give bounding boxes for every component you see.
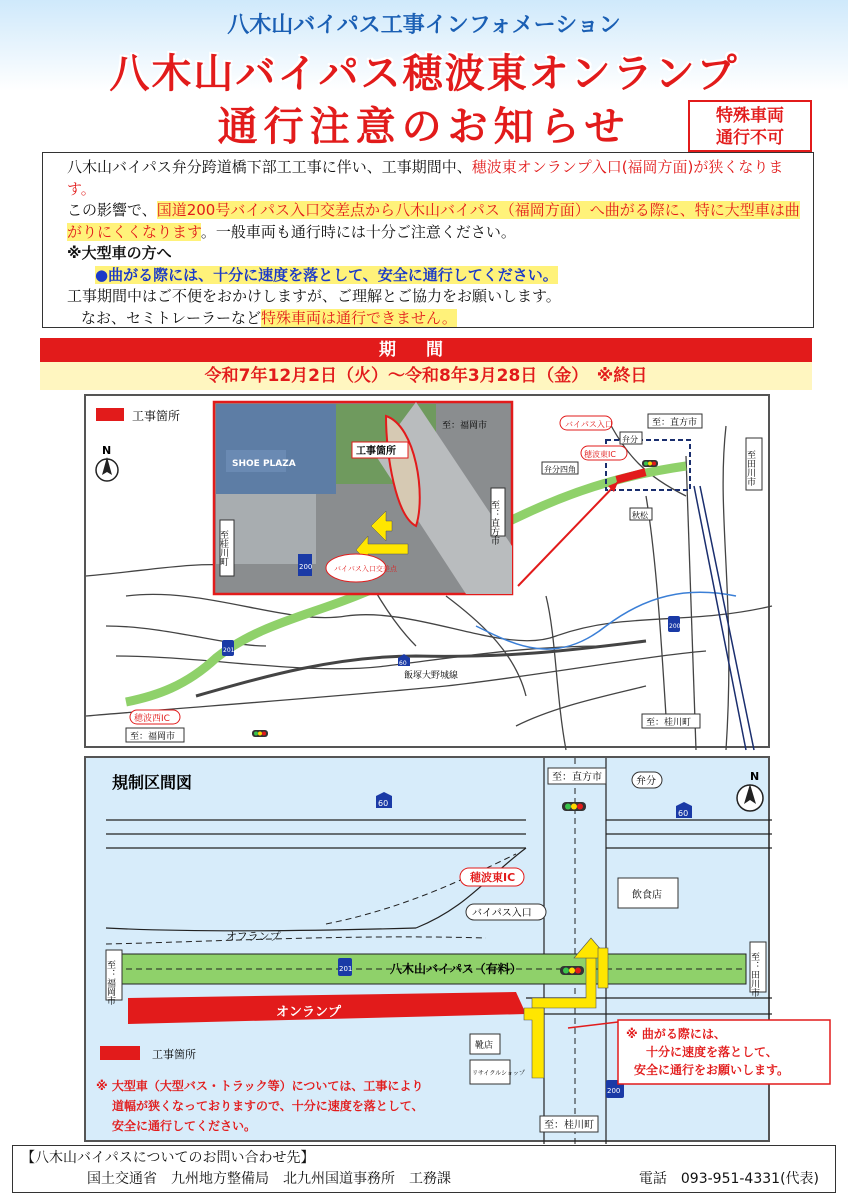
notice-paragraph-4: [53, 308, 803, 330]
overview-to-tagawa: 至田川市: [745, 450, 755, 486]
photo-shop-sign: SHOE PLAZA: [232, 459, 296, 469]
period-label: 期間: [40, 338, 812, 362]
overview-legend-label: 工事箇所: [132, 409, 181, 423]
badge-line-1: 特殊車両: [716, 106, 784, 126]
regulation-honamihigashi-ic: 穂波東IC: [470, 871, 516, 884]
overview-to-fukuoka: 至：福岡市: [130, 732, 176, 742]
subtitle: 八木山バイパス工事インフォメーション: [227, 13, 621, 38]
title-line-2: 通行注意のお知らせ: [217, 104, 631, 150]
large-vehicle-message-row: [53, 265, 803, 287]
notice-p4-red: 特殊車両は通行できません。: [261, 308, 457, 327]
overview-to-nogata: 至：直方市: [652, 418, 698, 428]
large-vehicle-message: ●曲がる際には、十分に速度を落として、安全に通行してください。: [95, 265, 558, 284]
regulation-benbun: 弁分: [636, 776, 656, 787]
notice-paragraph-2: [53, 200, 803, 243]
notice-paragraph-3: 工事期間中はご不便をおかけしますが、ご理解とご協力をお願いします。: [67, 287, 561, 305]
overview-benbun: 弁分: [622, 435, 638, 444]
contact-org: 国土交通省 九州地方整備局 北九州国道事務所 工務課: [87, 1171, 451, 1187]
regulation-bypass-entrance: バイパス入口: [472, 908, 532, 919]
regulation-route-60-b: 60: [678, 809, 689, 818]
regulation-warning-large-1: ※ 大型車（大型バス・トラック等）については、工事により: [96, 1079, 424, 1093]
regulation-warning-turn-2: 十分に速度を落として、: [646, 1045, 778, 1059]
regulation-signal-icon-2: [560, 966, 584, 975]
overview-honamihigashi-ic: 穂波東IC: [584, 450, 616, 459]
overview-benbun-yotsukado: 弁分四角: [544, 465, 576, 474]
overview-to-keisen: 至：桂川町: [646, 718, 692, 728]
regulation-bypass-name: 八木山バイパス（有料）: [390, 962, 522, 976]
regulation-route-201: 201: [339, 965, 353, 973]
regulation-north-label: N: [750, 770, 760, 783]
regulation-route-60: 60: [378, 799, 389, 808]
overview-route-200: 200: [669, 623, 681, 630]
regulation-warning-large-3: 安全に通行してください。: [112, 1119, 257, 1133]
regulation-to-keisen: 至：桂川町: [544, 1120, 594, 1131]
period-dates: 令和7年12月2日（火）～令和8年3月28日（金） ※終日: [40, 362, 812, 390]
large-vehicle-title: ※大型車の方へ: [67, 244, 172, 262]
regulation-to-tagawa: 至：田川市: [749, 952, 759, 997]
regulation-shoe-store: 靴店: [475, 1041, 494, 1051]
overview-bypass-entrance: バイパス入口: [565, 420, 613, 429]
photo-route-200: 200: [299, 563, 313, 571]
overview-signal-icon: [642, 460, 658, 467]
regulation-map-title: 規制区間図: [112, 773, 193, 792]
contact-tel: 電話 093-951-4331(代表): [638, 1171, 819, 1187]
overview-akimatsu: 秋松: [632, 511, 648, 520]
regulation-recycle-shop: リサイクルショップ: [472, 1070, 525, 1077]
contact-row: [21, 1169, 827, 1190]
notice-p2-red: 国道200号バイパス入口交差点から八木山バイパス（福岡方面）へ曲がる際に、特に大型車は曲がりにくくなります: [67, 201, 800, 241]
regulation-warning-large-2: 道幅が狭くなっておりますので、十分に速度を落として、: [112, 1099, 424, 1113]
overview-railway-label: 飯塚大野城線: [404, 671, 459, 681]
notice-p2-text: この影響で、: [67, 201, 157, 219]
special-vehicle-badge: [688, 100, 812, 152]
regulation-offramp: オフランプ: [226, 930, 281, 943]
title-line-1: 八木山バイパス穂波東オンランプ: [109, 51, 739, 97]
contact-title: 【八木山バイパスについてのお問い合わせ先】: [21, 1150, 315, 1166]
overview-map: [84, 394, 770, 748]
regulation-warning-turn-1: ※ 曲がる際には、: [626, 1027, 726, 1041]
overview-route-60: 60: [399, 660, 407, 667]
overview-map-graphic: [86, 396, 772, 750]
regulation-restaurant: 飲食店: [632, 890, 662, 901]
photo-to-fukuoka: 至：福岡市: [442, 421, 488, 431]
header-banner: [0, 0, 848, 152]
notice-paragraph-1: [53, 157, 803, 200]
regulation-onramp: オンランプ: [276, 1005, 342, 1020]
overview-route-201: 201: [223, 647, 235, 654]
photo-site-label: 工事箇所: [356, 446, 396, 457]
notice-p1-red: 穂波東オンランプ入口(福岡方面)が狭くなります。: [67, 158, 784, 198]
regulation-map: [84, 756, 790, 1142]
overview-honaminishi-ic: 穂波西IC: [134, 714, 170, 724]
badge-line-2: 通行不可: [716, 128, 784, 148]
photo-intersection-label: バイパス入口交差点: [334, 565, 397, 573]
photo-to-keisen: 至桂川町: [218, 530, 228, 566]
regulation-route-200: 200: [607, 1087, 621, 1095]
notice-p4-text: なお、セミトレーラーなど: [81, 308, 262, 327]
contact-footer: [12, 1145, 836, 1193]
photo-to-nogata: 至：直方市: [489, 500, 499, 545]
overview-signal-icon-2: [252, 730, 268, 737]
regulation-warning-turn-3: 安全に通行をお願いします。: [634, 1063, 790, 1077]
notice-box: [42, 152, 814, 328]
notice-p1-text: 八木山バイパス弁分跨道橋下部工工事に伴い、工事期間中、: [67, 158, 472, 176]
regulation-map-graphic: [86, 758, 790, 1144]
notice-p2-tail: 。一般車両も通行時には十分ご注意ください。: [200, 222, 516, 241]
regulation-signal-icon: [562, 802, 586, 811]
overview-north-label: N: [102, 444, 112, 457]
regulation-to-fukuoka: 至：福岡市: [105, 960, 115, 1005]
regulation-legend-label: 工事箇所: [152, 1048, 196, 1061]
regulation-to-nogata: 至：直方市: [552, 772, 602, 783]
